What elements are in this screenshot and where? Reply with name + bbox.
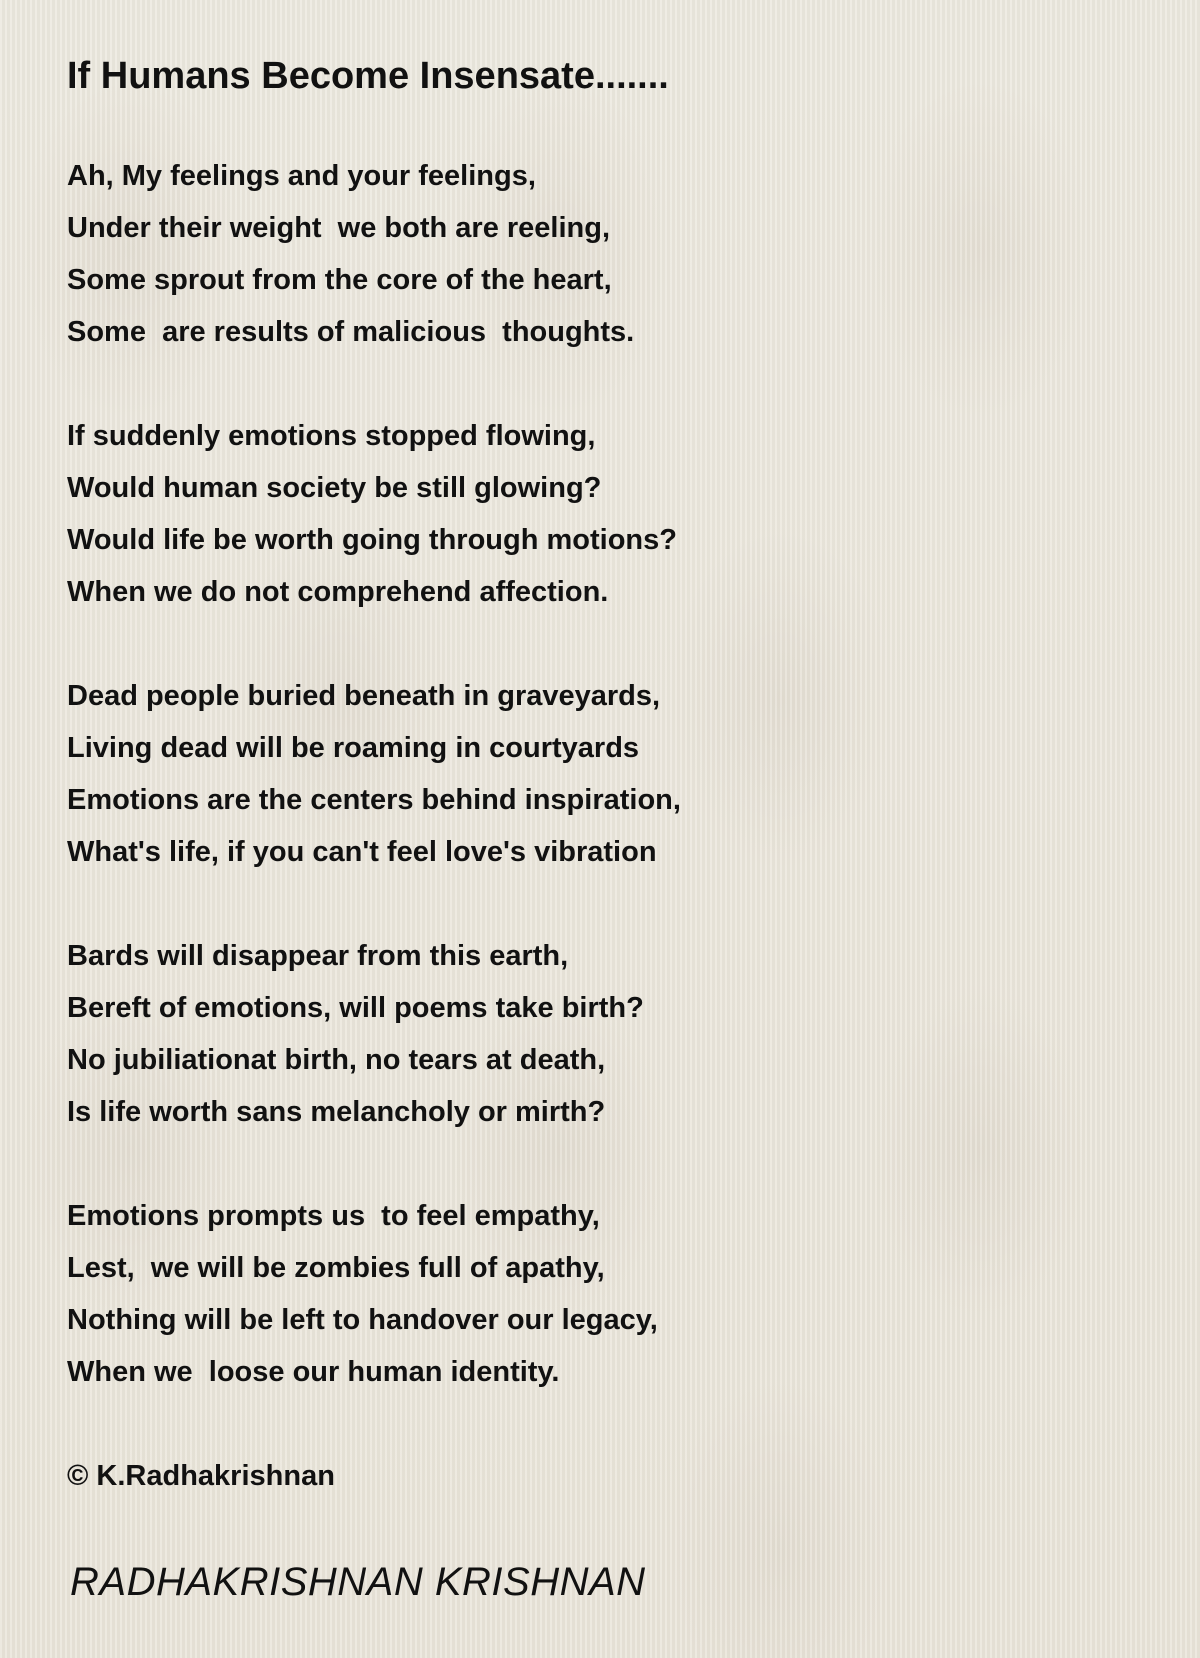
poem-line: Lest, we will be zombies full of apathy, xyxy=(67,1252,605,1284)
poem-line: Under their weight we both are reeling, xyxy=(67,212,611,244)
poem-line: Would life be worth going through motions? xyxy=(67,524,677,556)
stanza-2 xyxy=(67,410,1127,618)
poem-line: If suddenly emotions stopped flowing, xyxy=(67,420,596,452)
poem-line: Dead people buried beneath in graveyards, xyxy=(67,680,661,712)
stanza-4 xyxy=(67,930,1127,1138)
poem-line: Would human society be still glowing? xyxy=(67,472,602,504)
poem-line: No jubiliationat birth, no tears at death, xyxy=(67,1044,606,1076)
poem-line: Bards will disappear from this earth, xyxy=(67,940,569,972)
poem-line: When we do not comprehend affection. xyxy=(67,576,609,608)
poem-line: Some sprout from the core of the heart, xyxy=(67,264,612,296)
poem-line: Ah, My feelings and your feelings, xyxy=(67,160,536,192)
stanza-5 xyxy=(67,1190,1127,1398)
poem-body xyxy=(67,150,1127,1502)
poem-line: Emotions prompts us to feel empathy, xyxy=(67,1200,600,1232)
poem-line: Nothing will be left to handover our legacy, xyxy=(67,1304,658,1336)
poem-title: If Humans Become Insensate....... xyxy=(67,55,669,97)
poem-line: When we loose our human identity. xyxy=(67,1356,560,1388)
copyright-notice: © K.Radhakrishnan xyxy=(67,1460,335,1492)
poem-line: What's life, if you can't feel love's vibration xyxy=(67,836,657,868)
poem-line: Living dead will be roaming in courtyards xyxy=(67,732,640,764)
poem-line: Some are results of malicious thoughts. xyxy=(67,316,635,348)
poem-line: Bereft of emotions, will poems take birth? xyxy=(67,992,644,1024)
stanza-1 xyxy=(67,150,1127,358)
poem-line: Is life worth sans melancholy or mirth? xyxy=(67,1096,606,1128)
poem-line: Emotions are the centers behind inspiration, xyxy=(67,784,681,816)
author-name: RADHAKRISHNAN KRISHNAN xyxy=(70,1560,646,1604)
stanza-3 xyxy=(67,670,1127,878)
